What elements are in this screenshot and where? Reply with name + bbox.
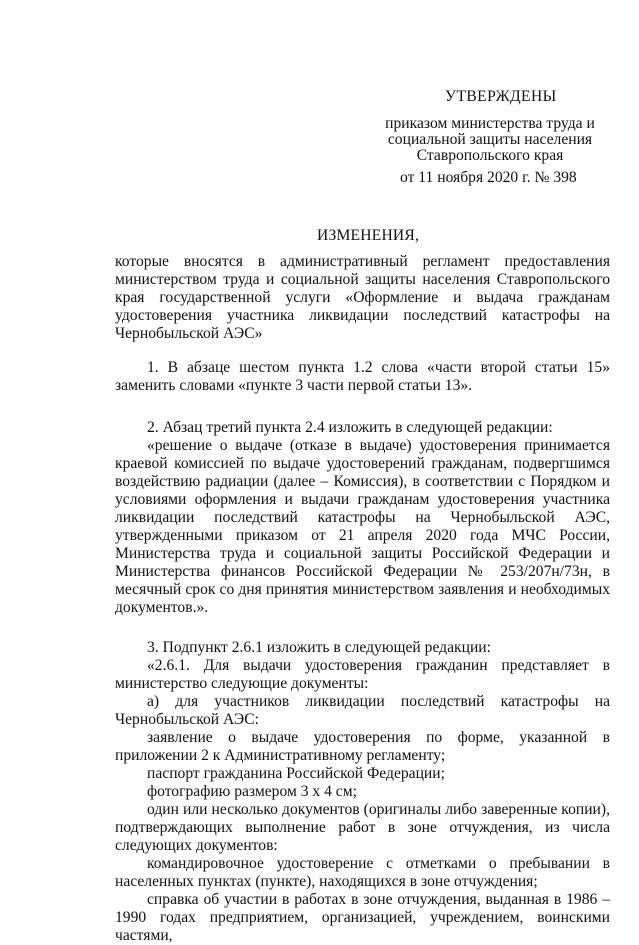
paragraph: «решение о выдаче (отказе в выдаче) удостоверения принимается краевой комиссией по выдаче удостоверений гражданам, подвергшимся воздействию радиации (далее – Комиссия), в соответствии с Порядком и условиями оформления и выдачи гражданам удостоверения участника ликвидации последствий катастрофы на Чернобыльской АЭС, утвержденными приказом от 21 апреля 2020 года МЧС России, Министерства труда и социальной защиты Российской Федерации и Министерства финансов Российской Федерации № 253/207н/73н, в месячный срок со дня принятия министерством заявления и необходимых документов.».	[115, 437, 610, 616]
document-subtitle: которые вносятся в административный регламент предоставления министерством труда и социальной защиты населения Ставропольского края государственной услуги «Оформление и выдача гражданам удостоверения участника ликвидации последствий катастрофы на Чернобыльской АЭС»	[115, 253, 610, 342]
approval-order-lines	[340, 116, 639, 164]
paragraph: «2.6.1. Для выдачи удостоверения гражданин представляет в министерство следующие документы:	[115, 657, 610, 692]
document-title: ИЗМЕНЕНИЯ,	[317, 227, 420, 244]
approval-heading: УТВЕРЖДЕНЫ	[445, 88, 557, 105]
paragraph: паспорт гражданина Российской Федерации;	[147, 765, 445, 782]
approval-line: социальной защиты населения	[387, 131, 593, 148]
paragraph: 3. Подпункт 2.6.1 изложить в следующей редакции:	[147, 639, 491, 656]
approval-date: от 11 ноября 2020 г. № 398	[400, 169, 577, 186]
paragraph: 2. Абзац третий пункта 2.4 изложить в следующей редакции:	[147, 419, 553, 436]
paragraph: один или несколько документов (оригиналы либо заверенные копии), подтверждающих выполнение работ в зоне отчуждения, из числа следующих документов:	[115, 801, 610, 854]
paragraph: фотографию размером 3 х 4 см;	[147, 783, 357, 800]
paragraph: справка об участии в работах в зоне отчуждения, выданная в 1986 – 1990 годах предприятием, организацией, учреждением, воинскими частями,	[115, 891, 610, 944]
paragraph: а) для участников ликвидации последствий катастрофы на Чернобыльской АЭС:	[115, 693, 610, 728]
document-body	[115, 253, 610, 945]
paragraph: 1. В абзаце шестом пункта 1.2 слова «части второй статьи 15» заменить словами «пункте 3 части первой статьи 13».	[115, 359, 610, 394]
paragraph: заявление о выдаче удостоверения по форме, указанной в приложении 2 к Административному регламенту;	[115, 729, 610, 764]
approval-line: Ставропольского края	[416, 147, 564, 164]
approval-line: приказом министерства труда и	[385, 115, 595, 132]
paragraph: командировочное удостоверение с отметками о пребывании в населенных пунктах (пункте), находящихся в зоне отчуждения;	[115, 855, 610, 890]
